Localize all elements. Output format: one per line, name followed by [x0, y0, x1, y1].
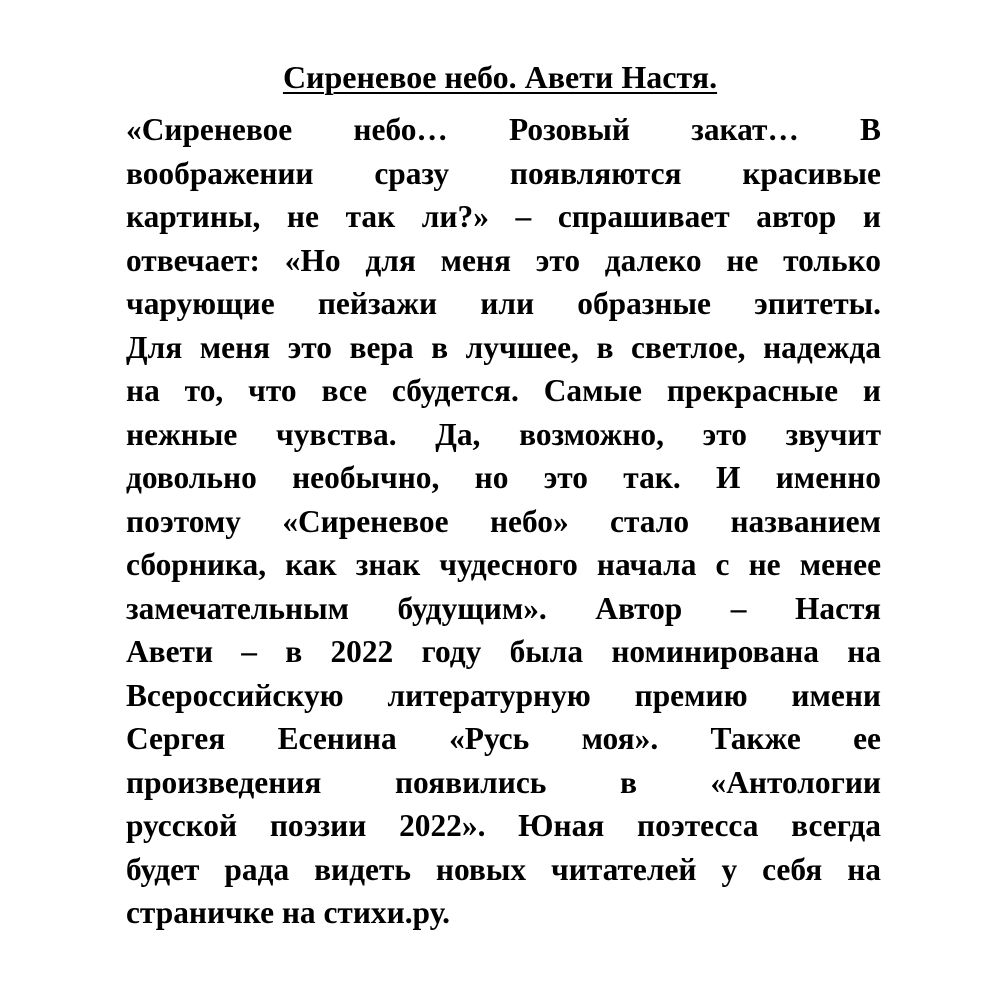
paragraph-line: нежные чувства. Да, возможно, это звучит: [126, 416, 881, 452]
paragraph-line: «Сиреневое небо… Розовый закат… В: [126, 112, 881, 147]
paragraph-line: чарующие пейзажи или образные эпитеты.: [126, 286, 881, 321]
document-title: Сиреневое небо. Авети Настя.: [282, 59, 718, 95]
paragraph-line: русской поэзии 2022». Юная поэтесса всегда: [126, 808, 881, 843]
paragraph-line: воображении сразу появляются красивые: [126, 155, 881, 191]
paragraph-line: сборника, как знак чудесного начала с не менее: [126, 547, 881, 582]
paragraph-line: довольно необычно, но это так. И именно: [126, 460, 881, 495]
paragraph-line: страничке на стихи.ру.: [126, 895, 450, 930]
paragraph-line: Сергея Есенина «Русь моя». Также ее: [126, 721, 881, 756]
paragraph-line: будет рада видеть новых читателей у себя на: [126, 851, 881, 887]
paragraph-line: произведения появились в «Антологии: [126, 764, 881, 800]
paragraph-line: на то, что все сбудется. Самые прекрасные и: [126, 373, 881, 408]
paragraph-line: замечательным будущим». Автор – Настя: [126, 590, 881, 626]
body-paragraph: [126, 108, 881, 935]
paragraph-line: Для меня это вера в лучшее, в светлое, надежда: [126, 329, 881, 365]
paragraph-line: отвечает: «Но для меня это далеко не только: [126, 242, 881, 278]
paragraph-line: Всероссийскую литературную премию имени: [126, 677, 881, 713]
paragraph-line: Авети – в 2022 году была номинирована на: [126, 634, 881, 669]
paragraph-line: поэтому «Сиреневое небо» стало названием: [126, 503, 881, 539]
paragraph-line: картины, не так ли?» – спрашивает автор и: [126, 199, 881, 234]
